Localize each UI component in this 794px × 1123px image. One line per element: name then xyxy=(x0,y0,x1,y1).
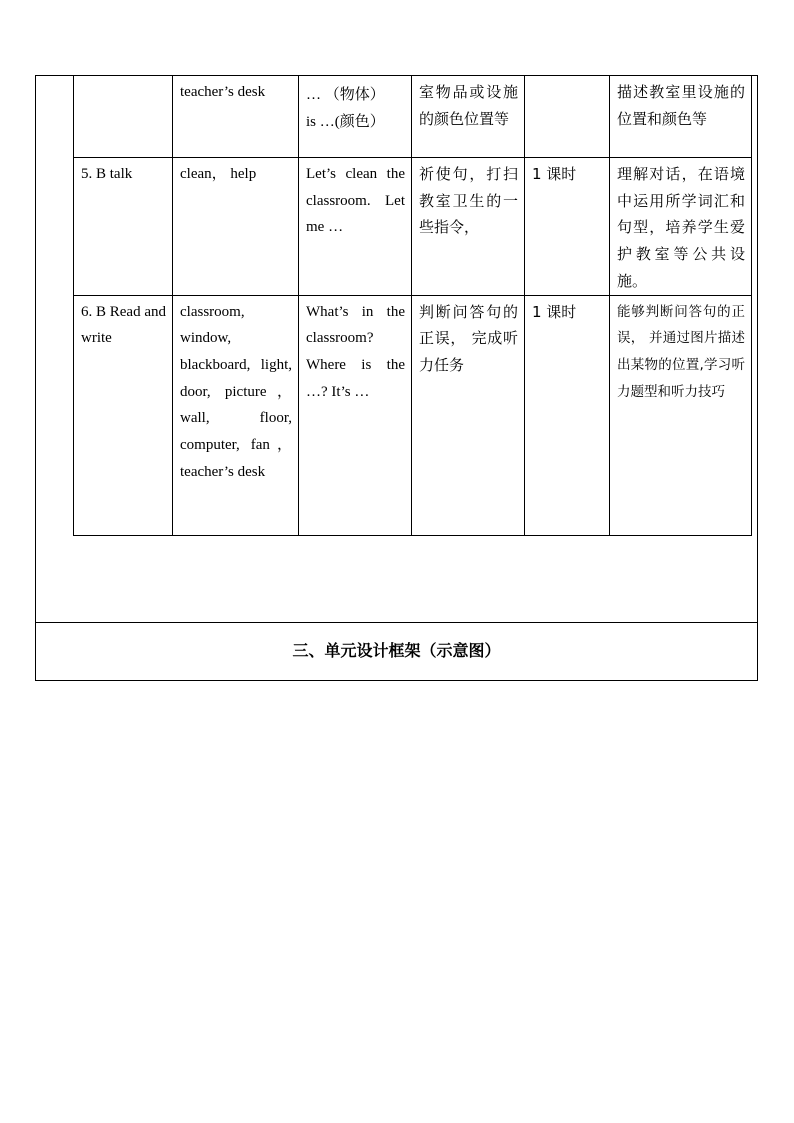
table-row xyxy=(74,295,752,535)
vocab-cell: teacher’s desk xyxy=(173,76,299,158)
vocab-cell: clean， help xyxy=(173,158,299,296)
sentence-cell: What’s in the classroom? Where is the …? It’s … xyxy=(299,295,412,535)
hours-cell xyxy=(525,76,610,158)
goal-cell: 理解对话，在语境中运用所学词汇和句型，培养学生爱护教室等公共设施。 xyxy=(610,158,752,296)
hours-cell: 1 课时 xyxy=(525,158,610,296)
section-divider xyxy=(36,622,757,623)
content-cell: 祈使句，打扫教室卫生的一些指令， xyxy=(412,158,525,296)
content-cell: 判断问答句的正误， 完成听力任务 xyxy=(412,295,525,535)
table-row xyxy=(74,158,752,296)
section-title: 三、单元设计框架（示意图） xyxy=(292,641,501,660)
table-row xyxy=(74,76,752,158)
section-cell: 6. B Read and write xyxy=(74,295,173,535)
sentence-line: … （物体） xyxy=(306,87,385,103)
goal-cell: 能够判断问答句的正误， 并通过图片描述出某物的位置,学习听力题型和听力技巧 xyxy=(610,295,752,535)
goal-cell: 描述教室里设施的位置和颜色等 xyxy=(610,76,752,158)
lesson-plan-frame xyxy=(35,75,758,681)
vocab-cell: classroom, window, blackboard, light, door, picture，wall, floor, computer, fan，teacher’s desk xyxy=(173,295,299,535)
section-cell: 5. B talk xyxy=(74,158,173,296)
sentence-line: is …(颜色） xyxy=(306,113,385,130)
sentence-cell xyxy=(299,76,412,158)
sentence-cell: Let’s clean the classroom. Let me … xyxy=(299,158,412,296)
section-cell xyxy=(74,76,173,158)
lesson-table xyxy=(73,75,752,536)
hours-cell: 1 课时 xyxy=(525,295,610,535)
content-cell: 室物品或设施的颜色位置等 xyxy=(412,76,525,158)
